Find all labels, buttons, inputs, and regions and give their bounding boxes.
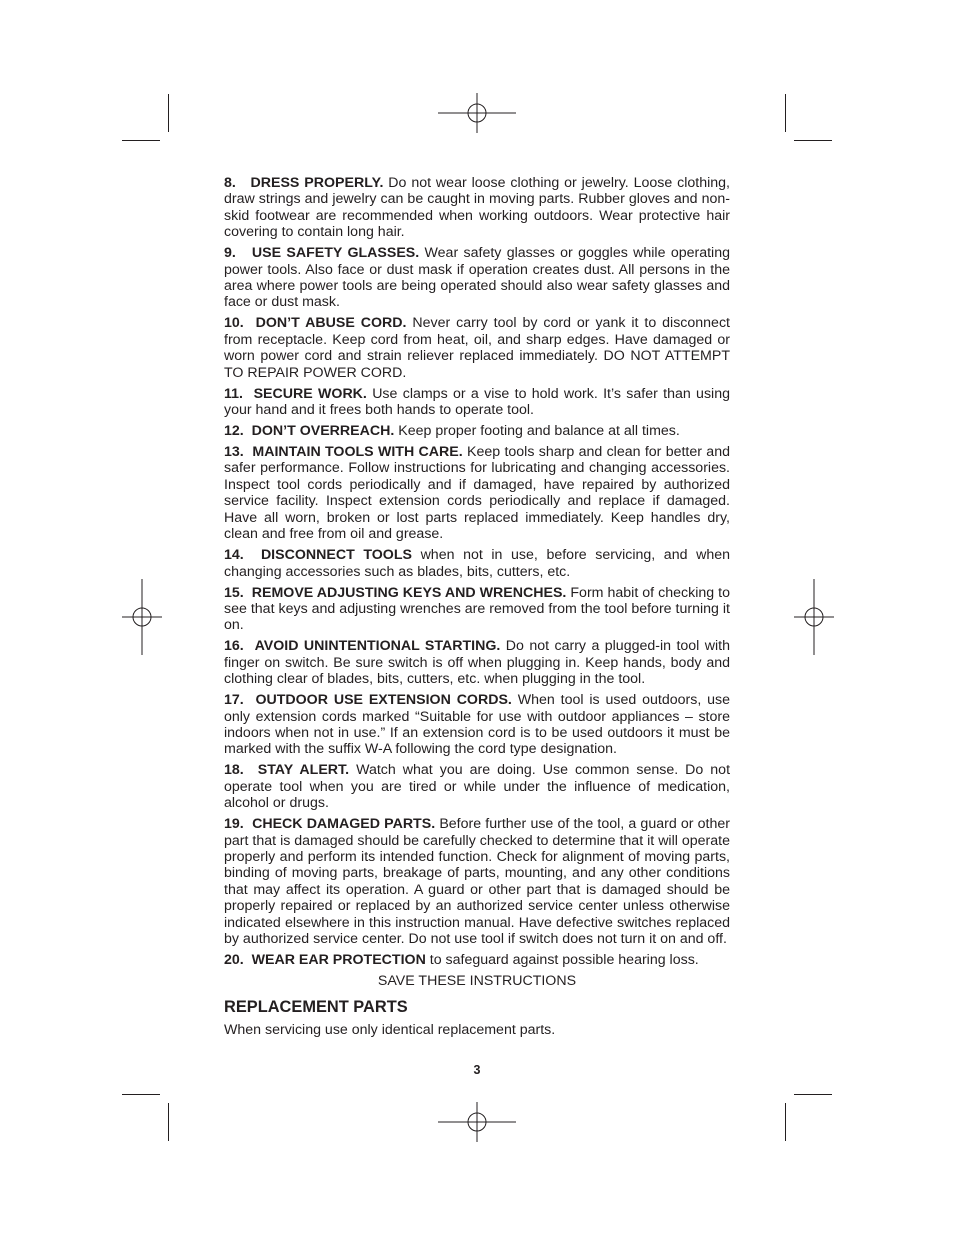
rule-text: Use clamps or a vise to hold work. It’s safer than using your hand and it frees both hands to operate tool. [224, 385, 730, 419]
crop-mark [168, 94, 169, 132]
rule-number: 8. [224, 175, 236, 191]
rule-text: Before further use of the tool, a guard or other part that is damaged should be carefully checked to determine that it will operate properly and perform its intended function. Check for alignment of moving parts, binding of moving parts, breakage of parts, mounting, and any other conditions that may affect its operation. A guard or other part that is damaged should be properly repaired or replaced by an authorized service center unless otherwise indicated elsewhere in this instruction manual. Have defective switches replaced by authorized service center. Do not use tool if switch does not turn it on and off. [224, 816, 730, 947]
rule-heading: STAY ALERT. [257, 762, 350, 779]
save-instructions: SAVE THESE INSTRUCTIONS [377, 973, 577, 989]
rule-item [224, 444, 730, 542]
rule-item [224, 547, 730, 580]
rule-heading: OUTDOOR USE EXTENSION CORDS. [255, 692, 512, 709]
rule-item [224, 245, 730, 311]
section-body: When servicing use only identical replacement parts. [224, 1021, 556, 1038]
registration-mark-icon [794, 579, 834, 655]
crop-mark [785, 1103, 786, 1141]
rule-text: Watch what you are doing. Use common sense. Do not operate tool when you are tired or while under the influence of medication, alcohol or drugs. [224, 762, 731, 812]
rule-heading: SECURE WORK. [253, 385, 367, 402]
rule-heading: DISCONNECT TOOLS [260, 547, 412, 564]
rule-item [224, 952, 730, 968]
rule-heading: CHECK DAMAGED PARTS. [252, 816, 436, 833]
rule-number: 14. [224, 547, 244, 564]
rule-number: 18. [224, 762, 244, 779]
safety-rules-content [224, 175, 730, 1038]
rule-heading: MAINTAIN TOOLS WITH CARE. [252, 444, 463, 461]
rule-text: Do not carry a plugged-in tool with finger on switch. Be sure switch is off when plugging in. Keep hands, body and clothing clear of blades, bits, cutters, etc. when plugging in the tool. [224, 638, 730, 688]
rule-text: when not in use, before servicing, and when changing accessories such as blades, bits, cutters, etc. [224, 547, 730, 580]
rule-text: Keep tools sharp and clean for better and safer performance. Follow instructions for lubricating and changing accessories. Inspect tool cords periodically and if damaged, have repaired by authorized service facility. Inspect extension cords periodically and replace if damaged. Have all worn, broken or lost parts replaced immediately. Keep handles dry, clean and free from oil and grease. [224, 444, 730, 543]
crop-mark [785, 94, 786, 132]
rule-item [224, 315, 730, 381]
rule-item [224, 638, 730, 687]
rule-number: 12. [224, 423, 244, 440]
rule-number: 11. [224, 385, 243, 402]
rule-text: When tool is used outdoors, use only extension cords marked “Suitable for use with outdoor appliances – store indoors when not in use.” If an extension cord is to be used outdoors it must be marked with the suffix W-A following the cord type designation. [224, 692, 730, 758]
rule-item [224, 762, 730, 811]
crop-mark [122, 1094, 160, 1095]
rule-number: 16. [224, 638, 244, 655]
rule-text: Form habit of checking to see that keys and adjusting wrenches are removed from the tool before turning it on. [224, 584, 730, 634]
rule-heading: USE SAFETY GLASSES. [251, 245, 420, 262]
rule-item [224, 423, 730, 439]
rule-text: Wear safety glasses or goggles while operating power tools. Also face or dust mask if operation creates dust. All persons in the area where power tools are being operated should also wear safety glasses and face or dust mask. [224, 245, 730, 311]
rule-item [224, 585, 730, 634]
rule-item [224, 386, 730, 419]
crop-mark [794, 1094, 832, 1095]
page-number: 3 [473, 1063, 481, 1077]
rule-heading: DON’T ABUSE CORD. [255, 315, 407, 332]
rule-heading: DRESS PROPERLY. [250, 175, 384, 191]
rule-item [224, 692, 730, 758]
registration-mark-icon [438, 1102, 516, 1142]
crop-mark [168, 1103, 169, 1141]
rule-text: Do not wear loose clothing or jewelry. Loose clothing, draw strings and jewelry can be caught in moving parts. Rubber gloves and non-skid footwear are recommended when working outdoors. Wear protective hair covering to contain long hair. [224, 175, 730, 241]
rule-number: 20. [224, 952, 244, 968]
rule-number: 9. [224, 245, 236, 262]
rule-text: Never carry tool by cord or yank it to disconnect from receptacle. Keep cord from heat, oil, and sharp edges. Have damaged or worn power cord and strain reliever replaced immediately. DO NOT ATTEMPT TO REPAIR POWER CORD. [224, 315, 730, 381]
rule-text: to safeguard against possible hearing loss. [429, 952, 699, 968]
rule-heading: REMOVE ADJUSTING KEYS AND WRENCHES. [251, 584, 567, 601]
section-title: REPLACEMENT PARTS [224, 998, 408, 1017]
rule-number: 13. [224, 444, 244, 461]
rule-heading: AVOID UNINTENTIONAL STARTING. [254, 638, 501, 655]
rule-text: Keep proper footing and balance at all times. [398, 423, 680, 440]
rule-number: 10. [224, 315, 244, 332]
rule-number: 17. [224, 692, 244, 709]
crop-mark [794, 140, 832, 141]
rule-heading: WEAR EAR PROTECTION [251, 952, 426, 968]
rule-item [224, 816, 730, 947]
rule-number: 15. [224, 584, 244, 601]
registration-mark-icon [122, 579, 162, 655]
rule-heading: DON’T OVERREACH. [251, 423, 395, 440]
crop-mark [122, 140, 160, 141]
rule-number: 19. [224, 816, 244, 833]
rule-item [224, 175, 730, 241]
registration-mark-icon [438, 93, 516, 133]
